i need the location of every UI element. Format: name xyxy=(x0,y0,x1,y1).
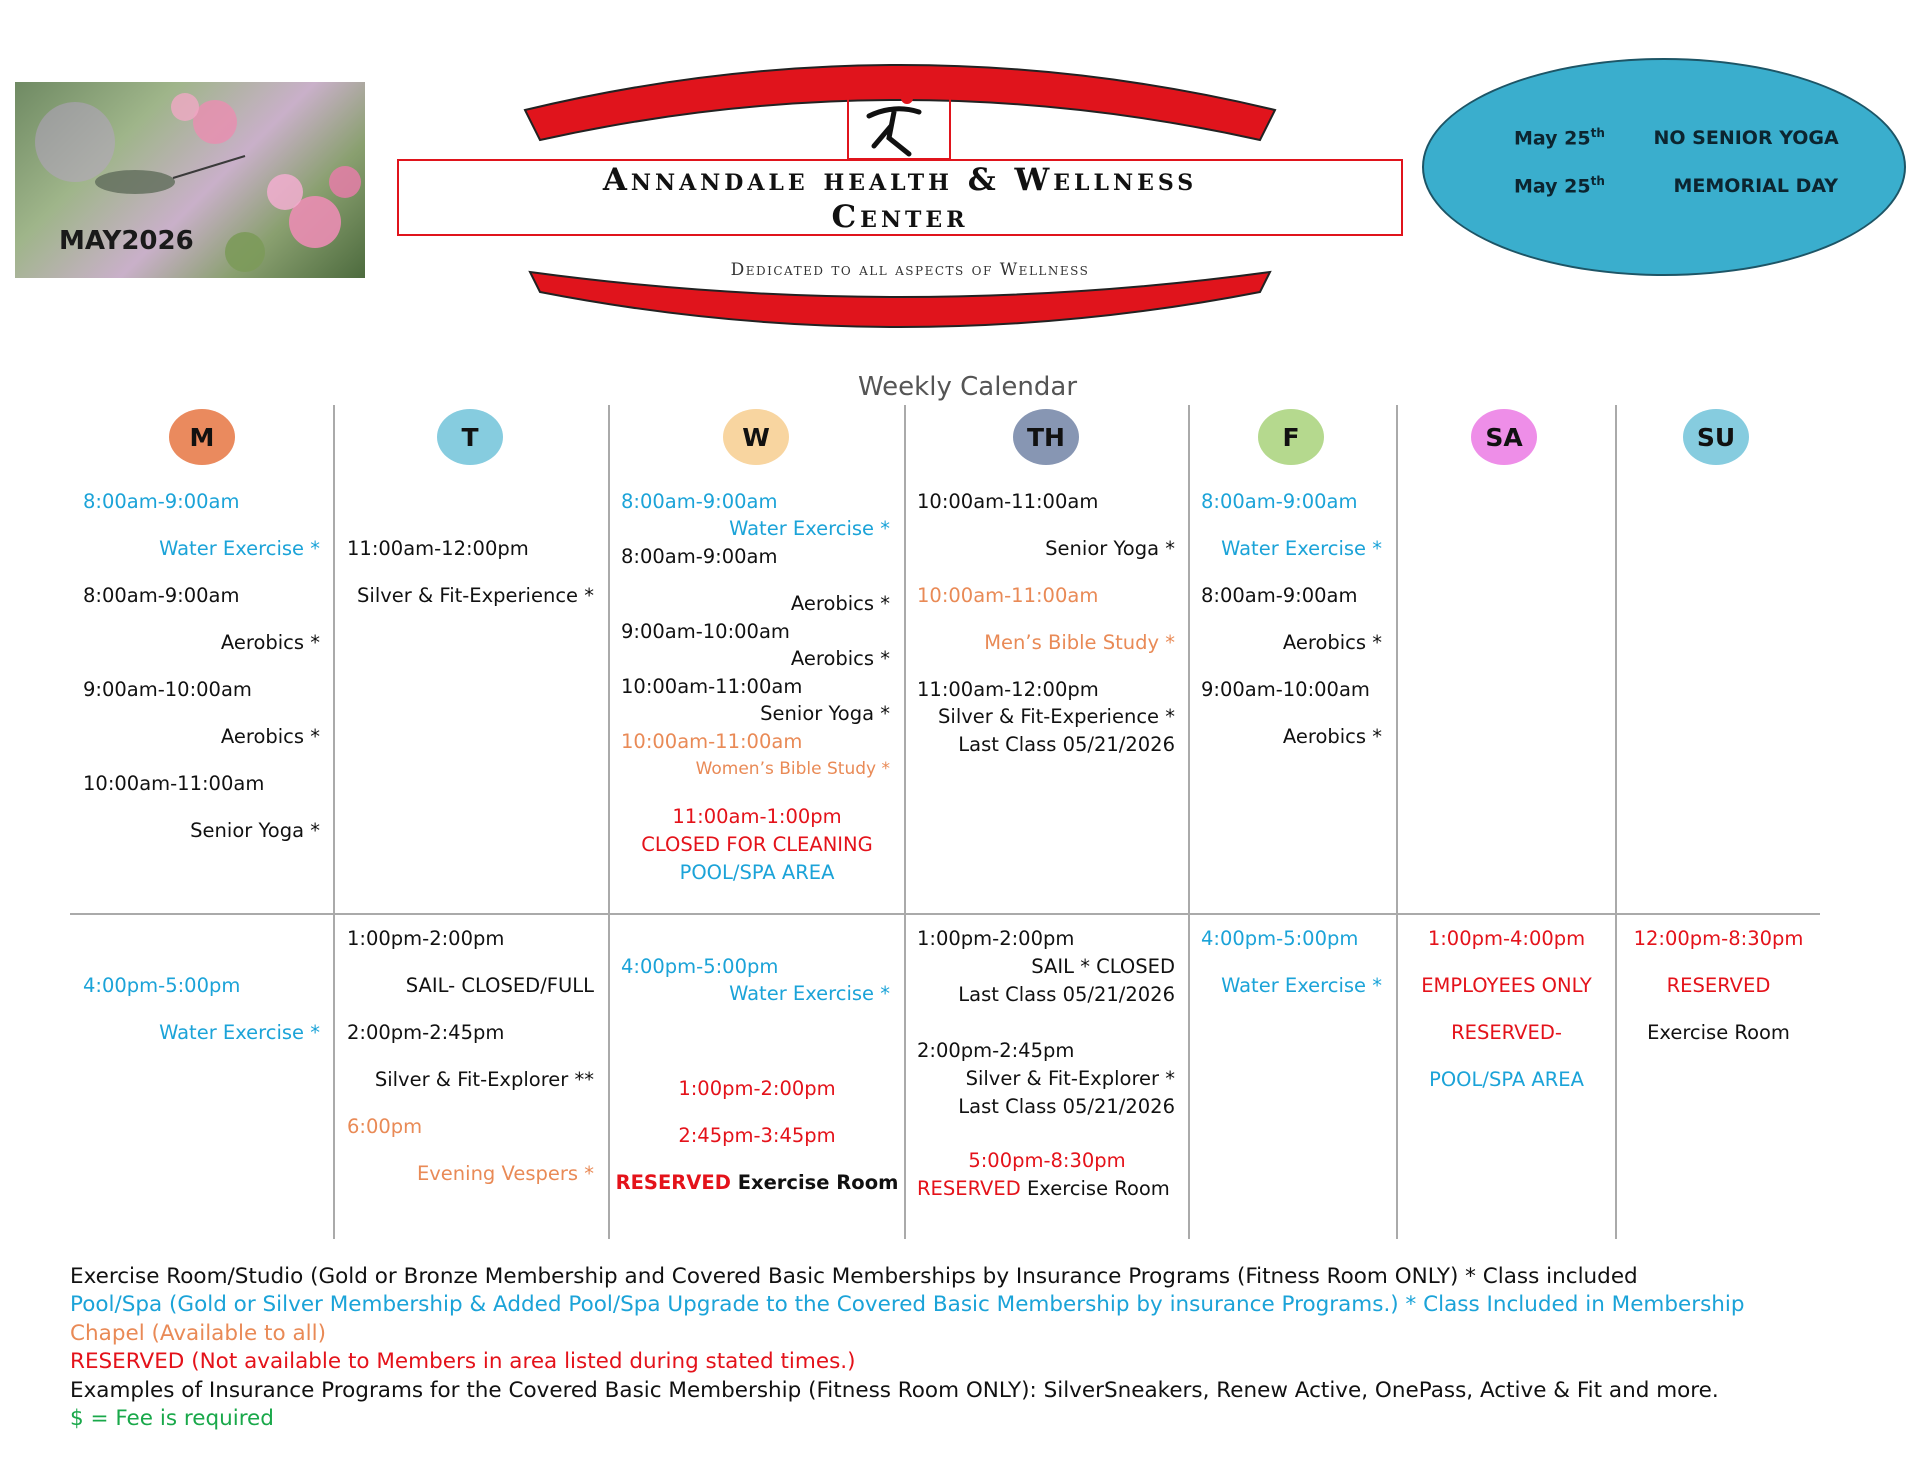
class-name: Senior Yoga * xyxy=(190,819,320,842)
notice-row: May 25th NO SENIOR YOGA xyxy=(1514,126,1839,150)
class-name: Evening Vespers * xyxy=(416,1162,594,1185)
class-time: 10:00am-11:00am xyxy=(621,675,803,698)
room-label: Exercise Room xyxy=(1647,1021,1790,1044)
reserved-label: RESERVED- xyxy=(1451,1021,1562,1044)
class-time: 10:00am-11:00am xyxy=(917,490,1099,513)
day-badge-sunday: SU xyxy=(1683,409,1749,465)
class-name: Aerobics * xyxy=(790,647,890,670)
class-name: Silver & Fit-Explorer * xyxy=(965,1067,1175,1090)
org-name xyxy=(397,162,1403,236)
column-divider xyxy=(1615,405,1617,1239)
runner-icon xyxy=(849,86,949,158)
last-class-note: Last Class 05/21/2026 xyxy=(958,983,1175,1006)
class-name: Aerobics * xyxy=(220,725,320,748)
day-badge-monday: M xyxy=(169,409,235,465)
class-time: 2:45pm-3:45pm xyxy=(678,1124,836,1147)
class-name: Aerobics * xyxy=(790,592,890,615)
class-name: Silver & Fit-Experience * xyxy=(938,705,1175,728)
month-label: MAY2026 xyxy=(59,226,194,256)
calendar-title: Weekly Calendar xyxy=(858,372,1078,402)
class-time: 1:00pm-2:00pm xyxy=(347,927,505,950)
notice-row: May 25th MEMORIAL DAY xyxy=(1514,174,1838,198)
class-time: 4:00pm-5:00pm xyxy=(83,974,241,997)
area-label: POOL/SPA AREA xyxy=(1429,1068,1584,1091)
legend-insurance: Examples of Insurance Programs for the Covered Basic Membership (Fitness Room ONLY): SilverSneakers, Renew Active, OnePass, Active & Fit and more. xyxy=(70,1377,1719,1403)
reserved-note: RESERVED Exercise Room xyxy=(615,1171,899,1194)
class-time: 8:00am-9:00am xyxy=(1201,490,1358,513)
class-name: Silver & Fit-Explorer ** xyxy=(374,1068,594,1091)
class-name: Water Exercise * xyxy=(159,1021,320,1044)
legend-pool-spa: Pool/Spa (Gold or Silver Membership & Added Pool/Spa Upgrade to the Covered Basic Membership by insurance Programs.) * Class Included in Membership xyxy=(70,1292,1745,1318)
class-name: Water Exercise * xyxy=(159,537,320,560)
class-time: 1:00pm-2:00pm xyxy=(678,1077,836,1100)
class-name: Water Exercise * xyxy=(729,517,890,540)
class-time: 5:00pm-8:30pm xyxy=(968,1149,1126,1172)
class-time: 9:00am-10:00am xyxy=(1201,678,1370,701)
class-time: 10:00am-11:00am xyxy=(83,772,265,795)
class-name: Water Exercise * xyxy=(1221,974,1382,997)
class-name: Women’s Bible Study * xyxy=(695,759,890,779)
class-time: 12:00pm-8:30pm xyxy=(1633,927,1804,950)
reserved-note: RESERVED Exercise Room xyxy=(917,1177,1170,1200)
class-time: 8:00am-9:00am xyxy=(1201,584,1358,607)
tagline: Dedicated to all aspects of Wellness xyxy=(730,260,1090,280)
class-time: 8:00am-9:00am xyxy=(621,545,778,568)
legend-fee: $ = Fee is required xyxy=(70,1406,274,1432)
day-badge-friday: F xyxy=(1258,409,1324,465)
hummingbird-photo xyxy=(15,82,365,278)
class-name: Water Exercise * xyxy=(1221,537,1382,560)
class-time: 1:00pm-4:00pm xyxy=(1427,927,1586,950)
org-name-line2: Center xyxy=(831,199,969,235)
logo-emblem xyxy=(847,84,951,160)
org-name-line1: Annandale health & Wellness xyxy=(602,162,1198,198)
column-divider xyxy=(904,405,906,1239)
class-time: 6:00pm xyxy=(347,1115,423,1138)
class-name: Senior Yoga * xyxy=(1045,537,1175,560)
area-label: POOL/SPA AREA xyxy=(679,861,835,884)
class-time: 10:00am-11:00am xyxy=(917,584,1099,607)
class-time: 11:00am-12:00pm xyxy=(917,678,1099,701)
last-class-note: Last Class 05/21/2026 xyxy=(958,733,1175,756)
class-name: Men’s Bible Study * xyxy=(984,631,1175,654)
class-time: 4:00pm-5:00pm xyxy=(621,955,779,978)
class-name: Aerobics * xyxy=(1282,631,1382,654)
class-name: SAIL * CLOSED xyxy=(1031,955,1175,978)
day-badge-thursday: TH xyxy=(1013,409,1079,465)
class-name: Water Exercise * xyxy=(729,982,890,1005)
am-pm-divider xyxy=(70,913,1820,915)
class-name: Senior Yoga * xyxy=(760,702,890,725)
day-badge-tuesday: T xyxy=(437,409,503,465)
class-time: 8:00am-9:00am xyxy=(83,584,240,607)
class-time: 4:00pm-5:00pm xyxy=(1201,927,1359,950)
class-time: 11:00am-1:00pm xyxy=(672,805,842,828)
class-time: 10:00am-11:00am xyxy=(621,730,803,753)
class-name: SAIL- CLOSED/FULL xyxy=(405,974,594,997)
column-divider xyxy=(333,405,335,1239)
column-divider xyxy=(1188,405,1190,1239)
class-time: 1:00pm-2:00pm xyxy=(917,927,1075,950)
class-time: 8:00am-9:00am xyxy=(83,490,240,513)
legend xyxy=(70,1263,1745,1433)
class-name: Aerobics * xyxy=(220,631,320,654)
closure-notice: CLOSED FOR CLEANING xyxy=(641,833,873,856)
class-time: 11:00am-12:00pm xyxy=(347,537,529,560)
last-class-note: Last Class 05/21/2026 xyxy=(958,1095,1175,1118)
legend-chapel: Chapel (Available to all) xyxy=(70,1320,326,1346)
column-divider xyxy=(1396,405,1398,1239)
reserved-label: RESERVED xyxy=(1666,974,1771,997)
notice-ellipse xyxy=(1422,58,1906,276)
class-name: Silver & Fit-Experience * xyxy=(357,584,594,607)
legend-exercise-room: Exercise Room/Studio (Gold or Bronze Membership and Covered Basic Memberships by Insurance Programs (Fitness Room ONLY) * Class included xyxy=(70,1264,1638,1289)
class-time: 2:00pm-2:45pm xyxy=(347,1021,505,1044)
class-time: 9:00am-10:00am xyxy=(83,678,252,701)
day-badge-wednesday: W xyxy=(723,409,789,465)
class-time: 9:00am-10:00am xyxy=(621,620,790,643)
legend-reserved: RESERVED (Not available to Members in area listed during stated times.) xyxy=(70,1349,856,1375)
restriction-note: EMPLOYEES ONLY xyxy=(1421,974,1592,997)
day-badge-saturday: SA xyxy=(1471,409,1537,465)
class-name: Aerobics * xyxy=(1282,725,1382,748)
class-time: 2:00pm-2:45pm xyxy=(917,1039,1075,1062)
class-time: 8:00am-9:00am xyxy=(621,490,778,513)
